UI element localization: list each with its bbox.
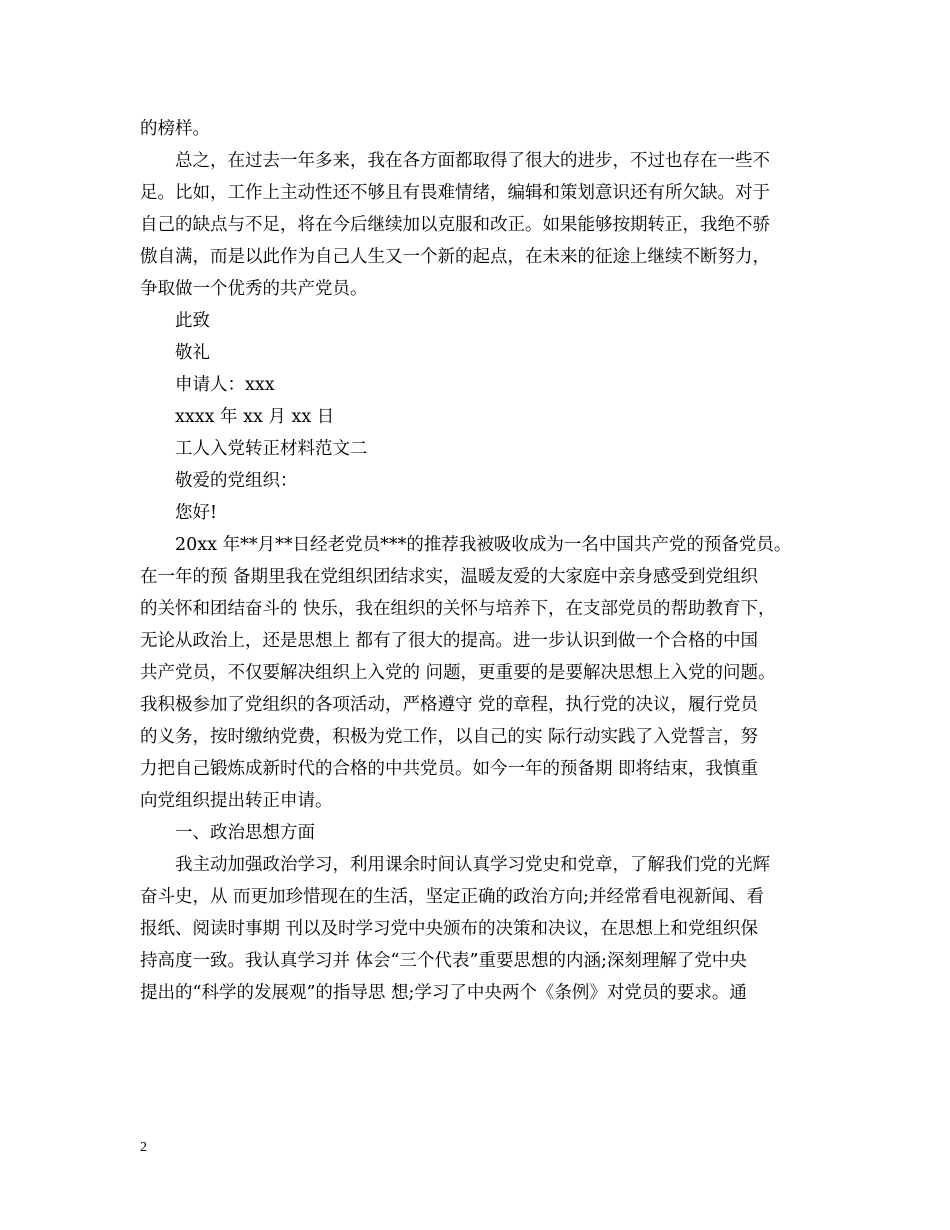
text-line: 傲自满，而是以此作为自己人生又一个新的起点，在未来的征途上继续不断努力， xyxy=(140,247,770,267)
text-line: 自己的缺点与不足，将在今后继续加以克服和改正。如果能够按期转正，我绝不骄 xyxy=(140,215,770,235)
text-line: 我主动加强政治学习，利用课余时间认真学习党史和党章，了解我们党的光辉 xyxy=(175,855,770,875)
text-line: 力把自己锻炼成新时代的合格的中共党员。如今一年的预备期 即将结束，我慎重 xyxy=(140,759,759,779)
text-line: 总之，在过去一年多来，我在各方面都取得了很大的进步，不过也存在一些不 xyxy=(175,151,770,171)
text-line: 的义务，按时缴纳党费，积极为党工作，以自己的实 际行动实践了入党誓言，努 xyxy=(140,727,759,747)
text-line: xxxx 年 xx 月 xx 日 xyxy=(175,407,335,427)
text-line: 您好! xyxy=(175,503,218,523)
text-line: 向党组织提出转正申请。 xyxy=(140,791,333,811)
text-line: 20xx 年**月**日经老党员***的推荐我被吸收成为一名中国共产党的预备党员。 xyxy=(175,535,792,555)
document-body xyxy=(140,113,812,1009)
text-line: 奋斗史，从 而更加珍惜现在的生活，坚定正确的政治方向;并经常看电视新闻、看 xyxy=(140,887,764,907)
text-line: 我积极参加了党组织的各项活动，严格遵守 党的章程，执行党的决议，履行党员 xyxy=(140,695,759,715)
text-line: 敬爱的党组织： xyxy=(175,471,298,491)
text-line: 申请人：xxx xyxy=(175,375,275,395)
text-line: 争取做一个优秀的共产党员。 xyxy=(140,279,368,299)
text-line: 的关怀和团结奋斗的 快乐，我在组织的关怀与培养下，在支部党员的帮助教育下， xyxy=(140,599,776,619)
text-line: 报纸、阅读时事期 刊以及时学习党中央颁布的决策和决议，在思想上和党组织保 xyxy=(140,919,759,939)
page-number: 2 xyxy=(140,1140,147,1155)
text-line: 在一年的预 备期里我在党组织团结求实，温暖友爱的大家庭中亲身感受到党组织 xyxy=(140,567,759,587)
text-line: 提出的“科学的发展观”的指导思 想;学习了中央两个《条例》对党员的要求。通 xyxy=(140,983,747,1003)
text-line: 的榜样。 xyxy=(140,119,210,139)
text-line: 此致 xyxy=(175,311,210,331)
text-line: 一、政治思想方面 xyxy=(175,823,315,843)
text-line: 无论从政治上，还是思想上 都有了很大的提高。进一步认识到做一个合格的中国 xyxy=(140,631,759,651)
text-line: 足。比如，工作上主动性还不够且有畏难情绪，编辑和策划意识还有所欠缺。对于 xyxy=(140,183,770,203)
text-line: 持高度一致。我认真学习并 体会“三个代表”重要思想的内涵;深刻理解了党中央 xyxy=(140,951,747,971)
text-line: 工人入党转正材料范文二 xyxy=(175,439,368,459)
text-line: 共产党员，不仅要解决组织上入党的 问题，更重要的是要解决思想上入党的问题。 xyxy=(140,663,776,683)
text-line: 敬礼 xyxy=(175,343,210,363)
